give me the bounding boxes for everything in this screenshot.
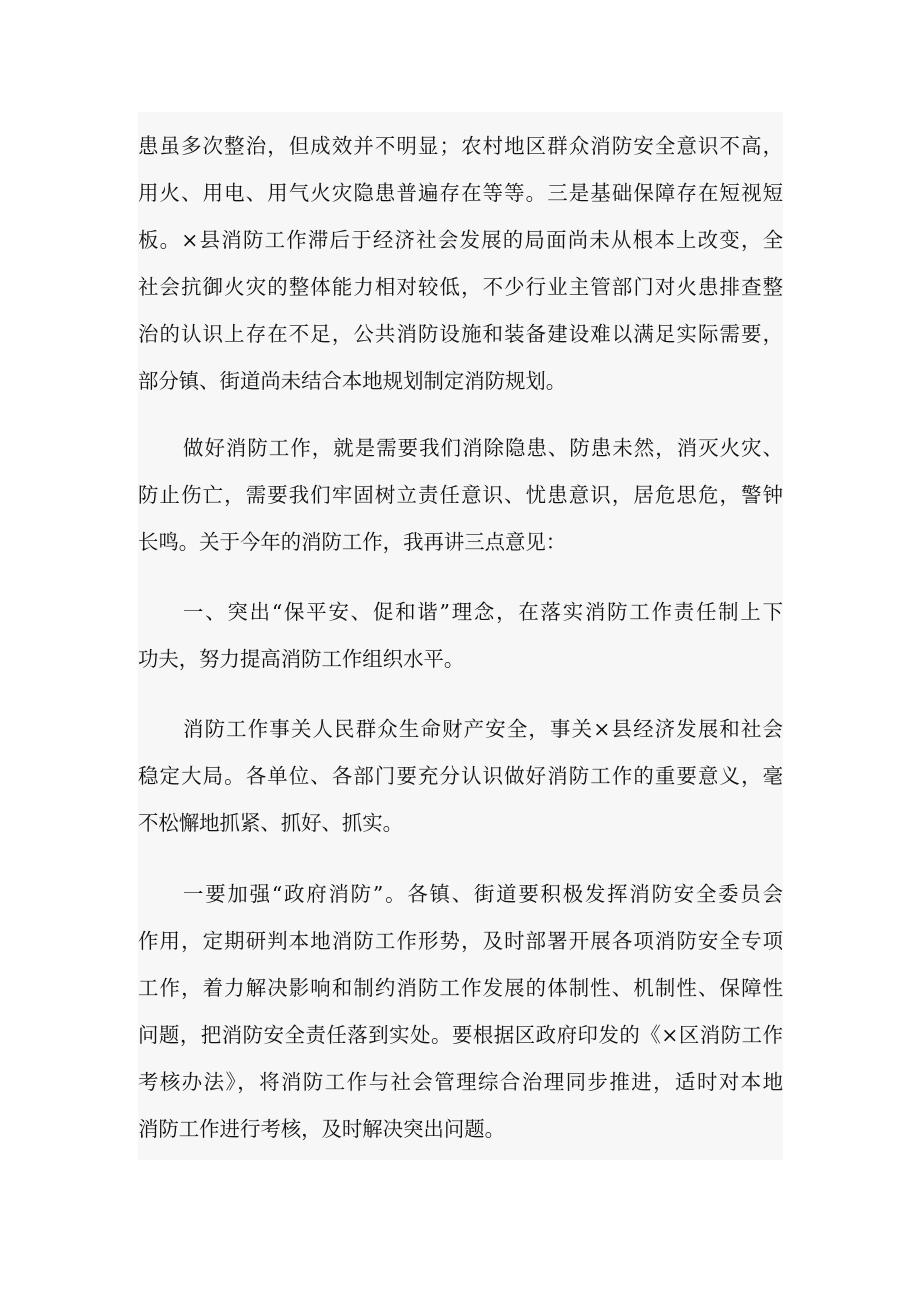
text-line: 板。×县消防工作滞后于经济社会发展的局面尚未从根本上改变，全	[138, 228, 783, 252]
text-line: 治的认识上存在不足，公共消防设施和装备建设难以满足实际需要，	[138, 322, 783, 346]
text-line: 用火、用电、用气火灾隐患普遍存在等等。三是基础保障存在短视短	[138, 181, 783, 205]
text-line: 消防工作事关人民群众生命财产安全，事关×县经济发展和社会	[183, 717, 783, 741]
text-line: 一要加强“政府消防”。各镇、街道要积极发挥消防安全委员会	[183, 882, 783, 906]
text-line: 作用，定期研判本地消防工作形势，及时部署开展各项消防安全专项	[138, 929, 783, 953]
text-line: 考核办法》，将消防工作与社会管理综合治理同步推进，适时对本地	[138, 1070, 783, 1094]
text-line: 功夫，努力提高消防工作组织水平。	[138, 647, 465, 671]
text-line: 防止伤亡，需要我们牢固树立责任意识、忧患意识，居危思危，警钟	[138, 483, 783, 507]
document-page	[138, 112, 783, 1160]
text-line: 消防工作进行考核，及时解决突出问题。	[138, 1117, 506, 1141]
text-line: 不松懈地抓紧、抓好、抓实。	[138, 811, 404, 835]
text-line: 工作，着力解决影响和制约消防工作发展的体制性、机制性、保障性	[138, 976, 783, 1000]
text-line: 问题，把消防安全责任落到实处。要根据区政府印发的《×区消防工作	[138, 1023, 783, 1047]
text-line: 一、突出“保平安、促和谐”理念，在落实消防工作责任制上下	[183, 600, 783, 624]
text-line: 稳定大局。各单位、各部门要充分认识做好消防工作的重要意义，毫	[138, 764, 783, 788]
text-line: 患虽多次整治，但成效并不明显；农村地区群众消防安全意识不高，	[138, 134, 783, 158]
text-line: 做好消防工作，就是需要我们消除隐患、防患未然，消灭火灾、	[183, 436, 783, 460]
text-line: 部分镇、街道尚未结合本地规划制定消防规划。	[138, 369, 567, 393]
text-line: 社会抗御火灾的整体能力相对较低，不少行业主管部门对火患排查整	[138, 275, 783, 299]
text-line: 长鸣。关于今年的消防工作，我再讲三点意见：	[138, 530, 567, 554]
